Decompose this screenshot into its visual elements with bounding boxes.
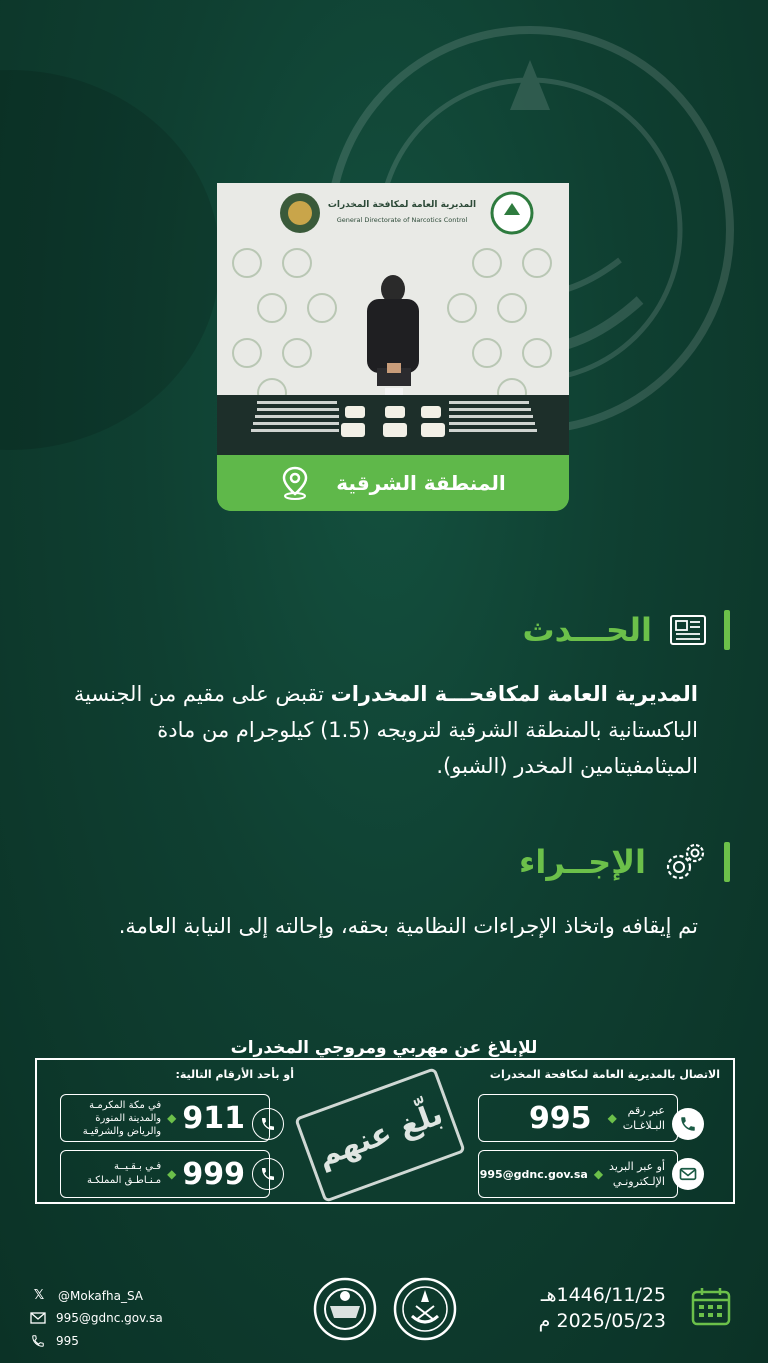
heading-accent-bar: [724, 610, 730, 650]
date-gregorian: 2025/05/23 م: [538, 1310, 666, 1332]
phone-icon: [30, 1334, 46, 1348]
regional-999-label: فـي بـقـيــة مـنـاطـق المملكـة: [86, 1161, 162, 1186]
hotline-label: عبر رقم البـلاغـات: [622, 1104, 665, 1132]
chevron-left-icon: ◆: [167, 1111, 177, 1125]
backdrop-org-name-en: General Directorate of Narcotics Control: [336, 216, 468, 224]
background-shape: [0, 70, 220, 450]
regional-911-pill[interactable]: [60, 1094, 270, 1142]
hotline-pill[interactable]: [478, 1094, 678, 1142]
phone-icon: [252, 1108, 284, 1140]
hotline-number[interactable]: 995: [528, 1100, 592, 1136]
date-hijri: 1446/11/25هـ: [540, 1284, 666, 1306]
narcotics-control-logo-icon: [312, 1276, 378, 1342]
newspaper-icon: [668, 613, 708, 647]
phone-icon: [252, 1158, 284, 1190]
report-right-label: الاتصال بالمديرية العامة لمكافحة المخدرات: [489, 1068, 720, 1081]
seized-items-photo: [217, 183, 569, 455]
x-logo-icon: 𝕏: [33, 1288, 45, 1303]
report-stamp: بلّغ عنهم: [294, 1067, 466, 1203]
footer-email-address[interactable]: 995@gdnc.gov.sa: [56, 1311, 163, 1325]
location-pin-icon: [280, 466, 310, 500]
action-heading: الإجــراء: [519, 843, 646, 881]
report-left-label: أو بأحد الأرقام التالية:: [175, 1068, 294, 1081]
ministry-of-interior-logo-icon: [392, 1276, 458, 1342]
regional-999-pill[interactable]: [60, 1150, 270, 1198]
regional-911-label: في مكة المكرمـة والمدينة المنورة والرياض والشرقيـة: [82, 1099, 162, 1137]
footer-phone-number[interactable]: 995: [56, 1334, 79, 1348]
event-text-body: تقبض على مقيم من الجنسية الباكستانية بالمنطقة الشرقية لترويجه (1.5) كيلوجرام من مادة الميثامفيتامين المخدر (الشبو).: [73, 682, 698, 778]
email-pill[interactable]: [478, 1150, 678, 1198]
action-heading-row: [519, 840, 730, 884]
regional-911-number[interactable]: 911: [182, 1100, 245, 1136]
photo-card: [217, 183, 569, 511]
footer-email[interactable]: [30, 1311, 163, 1325]
chevron-left-icon: ◆: [167, 1167, 177, 1181]
gears-icon: [662, 840, 708, 884]
event-heading: الحـــدث: [522, 611, 652, 649]
action-text: تم إيقافه واتخاذ الإجراءات النظامية بحقه، وإحالته إلى النيابة العامة.: [118, 914, 698, 938]
regional-999-number[interactable]: 999: [182, 1156, 245, 1192]
report-title: للإبلاغ عن مهربي ومروجي المخدرات: [230, 1038, 538, 1058]
chevron-left-icon: ◆: [607, 1111, 617, 1125]
event-text-org: المديرية العامة لمكافحـــة المخدرات: [330, 682, 698, 706]
email-label: أو عبر البريد الإلـكترونـي: [609, 1160, 665, 1188]
footer-phone[interactable]: [30, 1334, 79, 1348]
calendar-icon: [690, 1285, 732, 1327]
chevron-left-icon: ◆: [593, 1167, 604, 1181]
footer-twitter[interactable]: [30, 1288, 143, 1303]
event-text: [60, 676, 698, 784]
event-heading-row: [523, 610, 731, 650]
location-label: المنطقة الشرقية: [336, 471, 506, 495]
heading-accent-bar: [724, 842, 730, 882]
phone-icon: [672, 1108, 704, 1140]
envelope-icon: [30, 1312, 46, 1324]
envelope-icon: [672, 1158, 704, 1190]
location-bar: [217, 455, 569, 511]
email-address[interactable]: 995@gdnc.gov.sa: [479, 1167, 588, 1181]
twitter-handle[interactable]: @Mokafha_SA: [58, 1288, 144, 1303]
backdrop-org-name-ar: المديرية العامة لمكافحة المخدرات: [327, 200, 477, 210]
